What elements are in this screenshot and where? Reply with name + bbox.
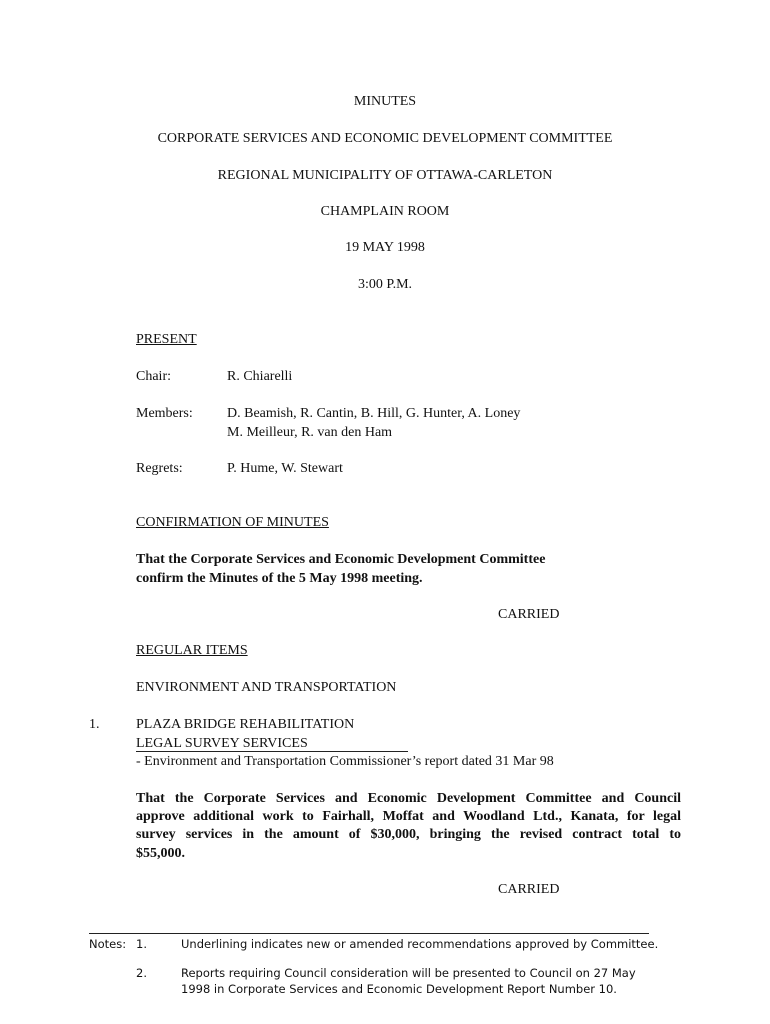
meeting-room: CHAMPLAIN ROOM	[320, 204, 450, 219]
present-heading: PRESENT	[136, 332, 197, 347]
committee-name: CORPORATE SERVICES AND ECONOMIC DEVELOPMENT COMMITTEE	[157, 131, 613, 146]
members-line-2: M. Meilleur, R. van den Ham	[227, 425, 393, 440]
members-label: Members:	[136, 406, 193, 421]
municipality-name: REGIONAL MUNICIPALITY OF OTTAWA-CARLETON	[217, 168, 553, 183]
members-line-1: D. Beamish, R. Cantin, B. Hill, G. Hunter, A. Loney	[227, 406, 521, 421]
confirmation-heading: CONFIRMATION OF MINUTES	[136, 515, 329, 530]
regular-items-heading: REGULAR ITEMS	[136, 643, 248, 658]
chair-label: Chair:	[136, 369, 171, 384]
note-1-number: 1.	[136, 937, 147, 951]
item-title-line-1: PLAZA BRIDGE REHABILITATION	[136, 717, 355, 732]
department-heading: ENVIRONMENT AND TRANSPORTATION	[136, 680, 397, 695]
confirmation-motion-line-2: confirm the Minutes of the 5 May 1998 meeting.	[136, 571, 423, 586]
recommendation-line-4: $55,000.	[136, 846, 185, 861]
notes-label: Notes:	[89, 937, 127, 951]
confirmation-motion-line-1: That the Corporate Services and Economic Development Committee	[136, 552, 546, 567]
doc-title: MINUTES	[353, 94, 417, 109]
item-source: - Environment and Transportation Commissioner’s report dated 31 Mar 98	[136, 754, 554, 769]
item-number: 1.	[89, 717, 100, 732]
note-2-line-2: 1998 in Corporate Services and Economic Development Report Number 10.	[181, 982, 617, 996]
meeting-date: 19 MAY 1998	[345, 240, 425, 255]
confirmation-status: CARRIED	[498, 607, 560, 622]
recommendation-line-3: survey services in the amount of $30,000, bringing the revised contract total to	[136, 827, 681, 842]
regrets-names: P. Hume, W. Stewart	[227, 461, 343, 476]
meeting-time: 3:00 P.M.	[357, 277, 413, 292]
note-2-line-1: Reports requiring Council consideration will be presented to Council on 27 May	[181, 966, 636, 980]
recommendation-line-2: approve additional work to Fairhall, Moffat and Woodland Ltd., Kanata, for legal	[136, 809, 681, 824]
regrets-label: Regrets:	[136, 461, 183, 476]
chair-name: R. Chiarelli	[227, 369, 293, 384]
note-2-number: 2.	[136, 966, 147, 980]
item-title-underline	[136, 751, 408, 752]
item-title-line-2: LEGAL SURVEY SERVICES	[136, 736, 308, 751]
note-1-text: Underlining indicates new or amended recommendations approved by Committee.	[181, 937, 659, 951]
item-status: CARRIED	[498, 882, 560, 897]
recommendation-line-1: That the Corporate Services and Economic Development Committee and Council	[136, 791, 681, 806]
footnote-divider	[89, 933, 649, 934]
